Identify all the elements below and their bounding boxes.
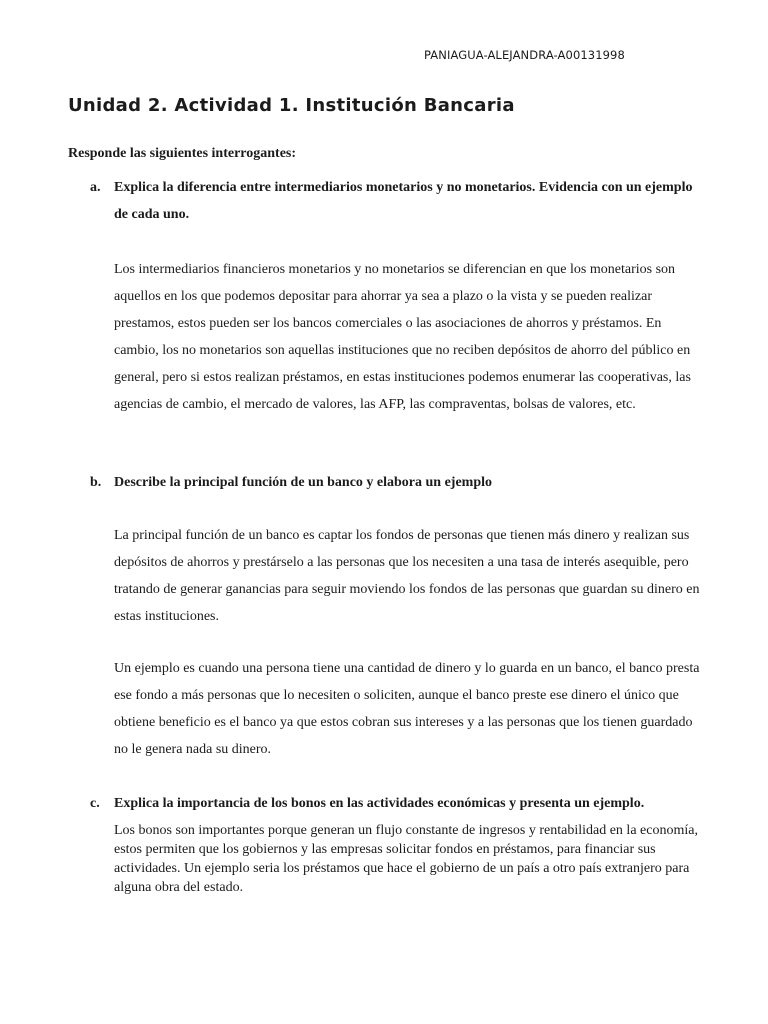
question-a <box>90 174 700 228</box>
question-c <box>90 790 700 817</box>
answer-c-paragraph: Los bonos son importantes porque generan un flujo constante de ingresos y rentabilidad en la economía, estos permiten que los gobiernos y las empresas solicitar fondos en préstamos, para financiar sus actividades. Un ejemplo seria los préstamos que hace el gobierno de un país a otro país extranjero para alguna obra del estado. <box>114 823 698 895</box>
answer-a-paragraph: Los intermediarios financieros monetarios y no monetarios se diferencian en que los monetarios son aquellos en los que podemos depositar para ahorrar ya sea a plazo o la vista y se pueden realizar prestamos, estos pueden ser los bancos comerciales o las asociaciones de ahorros y préstamos. En cambio, los no monetarios son aquellas instituciones que no reciben depósitos de ahorro del público en general, pero si estos realizan préstamos, en estas instituciones podemos enumerar las cooperativas, las agencias de cambio, el mercado de valores, las AFP, las compraventas, bolsas de valores, etc. <box>114 262 691 412</box>
answer-b-paragraph-2: Un ejemplo es cuando una persona tiene una cantidad de dinero y lo guarda en un banco, el banco presta ese fondo a más personas que lo necesiten o soliciten, aunque el banco preste ese dinero el único que obtiene beneficio es el banco ya que estos cobran sus intereses y a las personas que los tienen guardado no le genera nada su dinero. <box>114 661 700 757</box>
question-a-marker: a. <box>90 180 101 195</box>
instructions: Responde las siguientes interrogantes: <box>68 146 297 161</box>
question-b-marker: b. <box>90 475 102 490</box>
page-title: Unidad 2. Actividad 1. Institución Bancaria <box>68 95 515 116</box>
answer-b-paragraph-1: La principal función de un banco es captar los fondos de personas que tienen más dinero y realizan sus depósitos de ahorros y prestárselo a las personas que los necesiten a una tasa de interés asequible, pero tratando de generar ganancias para seguir moviendo los fondos de las personas que guardan su dinero en estas instituciones. <box>114 528 700 624</box>
question-c-text: Explica la importancia de los bonos en las actividades económicas y presenta un ejemplo. <box>114 796 645 811</box>
question-a-text: Explica la diferencia entre intermediarios monetarios y no monetarios. Evidencia con un ejemplo de cada uno. <box>114 180 693 222</box>
student-id-header: PANIAGUA-ALEJANDRA-A00131998 <box>424 48 625 62</box>
question-c-marker: c. <box>90 796 100 811</box>
question-b <box>90 469 700 496</box>
question-b-text: Describe la principal función de un banco y elabora un ejemplo <box>114 475 493 490</box>
